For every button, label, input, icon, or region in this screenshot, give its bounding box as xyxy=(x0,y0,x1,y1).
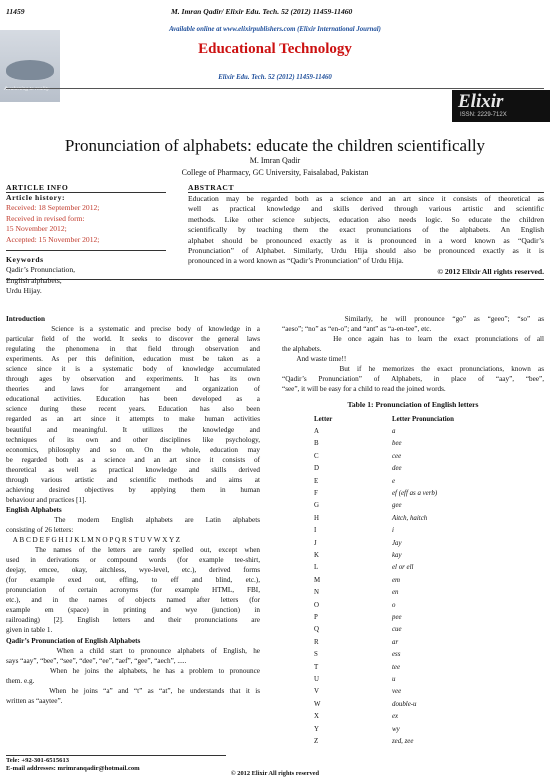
section-heading: English Alphabets xyxy=(6,505,62,514)
body-line: “Qadir’s Pronunciation” of Alphabets, in place of “aay”, “bee”, xyxy=(282,375,544,384)
logo-caption: Awakening to reality xyxy=(4,86,50,92)
body-line: beautiful and meaningful. It utilizes the knowledge and xyxy=(6,425,260,434)
body-line: When he joins “a” and “t” as “at”, he understands that it is xyxy=(6,686,260,695)
table-cell-letter: B xyxy=(314,440,319,448)
table-cell-pronunciation: u xyxy=(392,676,396,683)
body-line: Similarly, he will pronounce “go” as “geeo”; “so” as xyxy=(282,315,544,323)
table-cell-pronunciation: ar xyxy=(392,638,399,646)
abstract-body xyxy=(188,194,544,277)
table-cell-letter: G xyxy=(314,502,319,510)
abstract-copyright: © 2012 Elixir All rights reserved. xyxy=(437,266,544,276)
paper-title: Pronunciation of alphabets: educate the children scientifically xyxy=(64,136,486,155)
body-line: Science is a systematic and precise body of knowledge in a xyxy=(6,325,260,334)
body-line: regarded as an art since it attempts to make human activities xyxy=(6,415,260,424)
abstract-line: methods. Like other science subjects, education also needs logic. So educate the children xyxy=(188,214,544,224)
table-cell-pronunciation: dee xyxy=(392,465,402,473)
table-header-pronunciation: Letter Pronunciation xyxy=(392,416,454,423)
journal-name: Educational Technology xyxy=(198,41,352,57)
table-cell-pronunciation: cee xyxy=(392,452,402,460)
body-line: them. e.g. xyxy=(6,676,35,685)
footnote-rule xyxy=(6,755,226,756)
body-line: says “aay”, “bee”, “see”, “dee”, “ee”, “aef”, “gee”, “aech”, ..... xyxy=(6,656,187,665)
left-column xyxy=(6,314,260,706)
footer-email: E-mail addresses: mrimranqadir@hotmail.com xyxy=(6,765,140,772)
body-line: techniques of its own and other disciplines like psychology, xyxy=(6,435,260,444)
table-cell-pronunciation: double-u xyxy=(392,700,417,708)
body-line: When he joins the alphabets, he has a problem to pronounce xyxy=(6,666,260,675)
table-cell-letter: S xyxy=(314,651,318,659)
body-line: (for example exed out, effing, to eff and blind, etc.), xyxy=(6,576,260,585)
keyword-item: Qadir’s Pronunciation, xyxy=(6,265,76,275)
body-line: consisting of 26 letters: xyxy=(6,525,74,534)
abstract-line: Pronunciation” of Alphabet. Similarly, Urdu Hija should also be pronounced exactly as it is xyxy=(188,246,544,256)
article-info xyxy=(6,183,166,192)
body-line: regulating the phenomena in that field through observation and xyxy=(6,345,260,354)
table-cell-pronunciation: Aitch, haitch xyxy=(392,514,428,522)
body-line: “aeso”; “no” as “en-o”; and “ant” as “a-en-tee”, etc. xyxy=(282,325,432,334)
body-line: given in table 1. xyxy=(6,626,53,635)
citation-line: Elixir Edu. Tech. 52 (2012) 11459-11460 xyxy=(218,74,332,81)
body-line: When a child start to pronounce alphabets of English, he xyxy=(6,646,261,655)
table-cell-pronunciation: tee xyxy=(392,663,401,671)
keywords-block xyxy=(6,255,168,297)
abstract-line: well as practical knowledge and skills derived through various artistic and scientific xyxy=(188,204,544,214)
body-line: written as “aaytee”. xyxy=(6,696,63,705)
elixir-logo-issn: ISSN: 2229-712X xyxy=(460,112,507,118)
table-cell-letter: O xyxy=(314,601,319,609)
table-cell-pronunciation: i xyxy=(392,527,394,535)
keyword-item: Urdu Hijay. xyxy=(6,286,42,296)
table-cell-pronunciation: pee xyxy=(392,614,402,621)
keywords-heading: Keywords xyxy=(6,255,44,264)
table-cell-letter: M xyxy=(314,576,321,584)
revised-date: 15 November 2012; xyxy=(6,224,67,234)
body-line: through ages by observation and experiments. It has its own xyxy=(6,375,260,384)
table-cell-pronunciation: zed, zee xyxy=(392,738,414,745)
body-line: theoretical as well as practical knowledge and skills derived xyxy=(6,465,260,474)
abstract xyxy=(188,183,544,192)
banner-rule xyxy=(6,88,544,89)
body-line: theories and laws for arrangement and organization of xyxy=(6,385,260,394)
table-cell-letter: Y xyxy=(314,725,319,733)
body-line: science since it is a systematic body of knowledge accumulated xyxy=(6,365,260,374)
body-line: be regarded both as a science and an art since it consists of xyxy=(6,455,260,464)
table-cell-letter: T xyxy=(314,663,319,671)
body-line: “see”, it will be easy for a child to read the joined words. xyxy=(282,385,446,394)
keyword-item: English alphabets, xyxy=(6,275,62,285)
abstract-line: alphabet should be pronounced exactly as it is pronounced in a word known as “Qadir’s xyxy=(188,235,544,245)
page-number: 11459 xyxy=(6,7,25,16)
abstract-rule xyxy=(188,192,544,193)
author-name: M. Imran Qadir xyxy=(249,156,301,165)
body-line: educational activities. Education has been developed as a xyxy=(6,395,260,404)
table-cell-letter: J xyxy=(314,539,317,547)
available-online-line: Available online at www.elixirpublishers.com (Elixir International Journal) xyxy=(169,26,381,33)
body-line: example em (space) in printing and wye (junction) in xyxy=(6,606,260,615)
table-cell-pronunciation: en xyxy=(392,589,399,597)
table-cell-letter: R xyxy=(314,638,319,646)
table-cell-letter: L xyxy=(314,564,319,572)
table-cell-pronunciation: wy xyxy=(392,725,400,733)
table-cell-letter: C xyxy=(314,452,319,460)
keywords-rule xyxy=(6,250,166,251)
table-cell-pronunciation: cue xyxy=(392,626,402,634)
front-matter-rule xyxy=(6,279,544,280)
table-cell-pronunciation: gee xyxy=(392,502,402,510)
body-line: He once again has to learn the exact pronunciations of all xyxy=(282,335,545,344)
table-cell-pronunciation: el or ell xyxy=(392,564,414,572)
section-heading: Introduction xyxy=(6,315,46,323)
body-line: railroading) [2]. English letters and their pronunciations are xyxy=(6,616,260,625)
received-date: Received: 18 September 2012; xyxy=(6,203,100,213)
body-line: science during these recent years. Education has also been xyxy=(6,405,260,414)
table-cell-pronunciation: vee xyxy=(392,688,402,696)
footer-tele: Tele: +92-301-6515613 xyxy=(6,757,70,764)
table-header-letter: Letter xyxy=(314,416,333,423)
abstract-line: Education may be regarded both as a science and an art since it consists of theoretical as xyxy=(188,194,544,203)
running-title: M. Imran Qadir/ Elixir Edu. Tech. 52 (2012) 11459-11460 xyxy=(171,7,353,16)
table-cell-letter: I xyxy=(314,527,317,535)
table-cell-pronunciation: Jay xyxy=(392,539,402,547)
table-caption: Table 1: Pronunciation of English letters xyxy=(347,400,479,409)
accepted-date: Accepted: 15 November 2012; xyxy=(6,234,100,244)
body-line: The names of the letters are rarely spelled out, except when xyxy=(6,546,261,555)
revised-label: Received in revised form: xyxy=(6,213,85,223)
table-cell-pronunciation: ess xyxy=(392,651,401,659)
body-line: But if he memorizes the exact pronunciations, known as xyxy=(282,365,545,374)
footer-copyright: © 2012 Elixir All rights reserved xyxy=(230,770,320,777)
table-cell-pronunciation: kay xyxy=(392,552,402,559)
body-line: pronunciation of certain acronyms (for example HTML, FBI, xyxy=(6,586,260,595)
body-line: A B C D E F G H I J K L M N O P Q R S T U V W X Y Z xyxy=(6,536,181,545)
body-line: deejay, emcee, okay, aitchless, wye-level, etc.), derived forms xyxy=(6,566,260,575)
table-cell-pronunciation: ex xyxy=(392,713,399,721)
body-line: behaviour and practices [1]. xyxy=(6,495,87,504)
elixir-logo-name: Elixir xyxy=(458,91,504,112)
table-cell-pronunciation: ef (eff as a verb) xyxy=(392,490,438,497)
table-cell-letter: V xyxy=(314,688,319,696)
table-cell-pronunciation: em xyxy=(392,576,401,584)
table-cell-letter: K xyxy=(314,552,319,559)
body-line: The modern English alphabets are Latin alphabets xyxy=(6,515,261,524)
body-line: achieving desired objectives by applying them in human xyxy=(6,485,260,494)
abstract-heading: ABSTRACT xyxy=(188,183,235,192)
table-cell-pronunciation: o xyxy=(392,601,396,609)
table-cell-letter: D xyxy=(314,465,319,473)
abstract-line: pronounced in a word known as “Qadir’s Pronunciation” of Urdu Hija. xyxy=(188,256,404,266)
table-cell-letter: Q xyxy=(314,626,319,634)
article-history xyxy=(6,193,168,245)
body-line: economics, philosophy and so on. On the whole, education may xyxy=(6,445,260,454)
table-cell-pronunciation: a xyxy=(392,428,396,435)
section-heading: Qadir’s Pronunciation of English Alphabets xyxy=(6,636,141,645)
table-cell-letter: X xyxy=(314,713,319,721)
table-cell-letter: N xyxy=(314,589,319,597)
table-cell-letter: F xyxy=(314,490,318,497)
article-history-heading: Article history: xyxy=(6,193,66,202)
body-line: And waste time!! xyxy=(282,355,347,364)
table-cell-letter: Z xyxy=(314,738,319,745)
elixir-logo xyxy=(452,90,550,122)
body-line: particular field of the world. It seeks to discover the general laws xyxy=(6,335,260,344)
table-cell-pronunciation: e xyxy=(392,477,396,485)
body-line: etc.), and in the names of objects named after letters (for xyxy=(6,596,260,605)
table-cell-letter: A xyxy=(314,428,319,435)
table-cell-letter: P xyxy=(314,614,318,621)
article-info-heading: ARTICLE INFO xyxy=(6,183,69,192)
table-cell-pronunciation: bee xyxy=(392,440,402,448)
pronunciation-table xyxy=(314,416,514,756)
body-line: through various artistic and scientific methods and aims at xyxy=(6,475,260,484)
table-cell-letter: U xyxy=(314,676,319,683)
right-column xyxy=(282,314,544,394)
table-cell-letter: W xyxy=(314,700,321,708)
affiliation: College of Pharmacy, GC University, Faisalabad, Pakistan xyxy=(181,168,369,177)
body-line: experiments. As per this definition, education must be taken as a xyxy=(6,355,260,364)
abstract-line: scientifically by teaching them the exact pronunciations of the alphabets. An English xyxy=(188,225,544,235)
table-cell-letter: H xyxy=(314,514,319,522)
table-cell-letter: E xyxy=(314,477,319,485)
body-line: used in derivations or compound words (for example tee-shirt, xyxy=(6,556,260,565)
body-line: the alphabets. xyxy=(282,345,322,354)
